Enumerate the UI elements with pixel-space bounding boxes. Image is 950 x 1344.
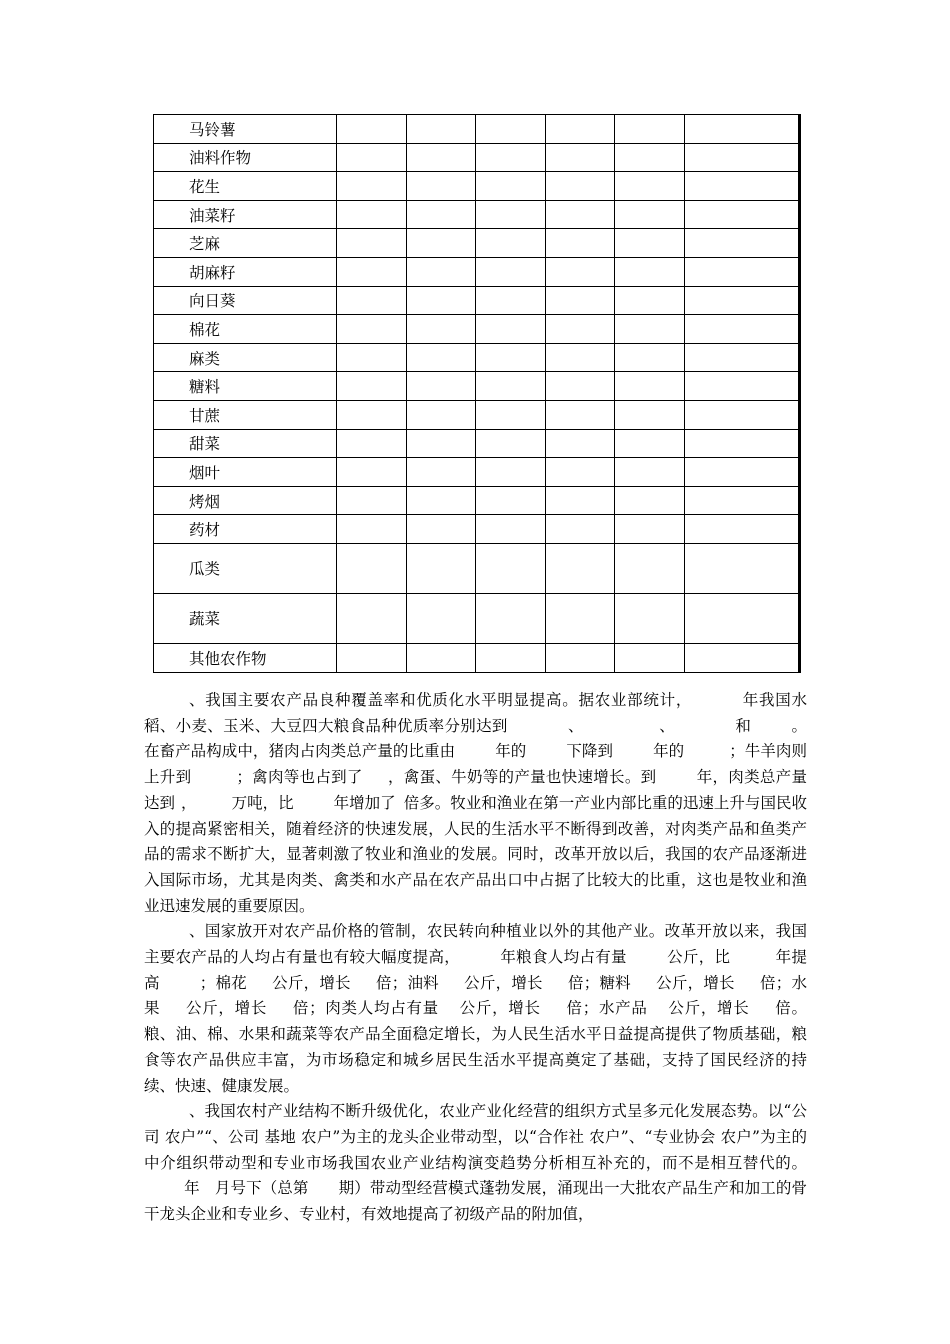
table-row bbox=[154, 286, 800, 315]
empty-cell bbox=[337, 315, 407, 344]
empty-cell bbox=[546, 172, 615, 201]
crop-name-cell: 胡麻籽 bbox=[154, 257, 337, 286]
empty-cell bbox=[546, 372, 615, 401]
table-row bbox=[154, 315, 800, 344]
table-row bbox=[154, 400, 800, 429]
empty-cell bbox=[337, 486, 407, 515]
empty-cell bbox=[615, 257, 685, 286]
empty-cell bbox=[476, 486, 546, 515]
empty-cell bbox=[337, 515, 407, 544]
empty-cell bbox=[615, 486, 685, 515]
empty-cell bbox=[337, 200, 407, 229]
empty-cell bbox=[685, 200, 800, 229]
paragraph-2: 、国家放开对农产品价格的管制，农民转向种植业以外的其他产业。改革开放以来，我国主要农产品的人均占有量也有较大幅度提高， 年粮食人均占有量 公斤，比 年提高 ；棉花 公斤，增长 倍；油料 公斤，增长 倍；糖料 公斤，增长 倍；水果 公斤，增长 倍；肉类人均占有量 公斤，增长 倍；水产品 公斤，增长 倍。粮、油、棉、水果和蔬菜等农产品全面稳定增长，为人民生活水平日益提高提供了物质基础，粮食等农产品供应丰富，为市场稳定和城乡居民生活水平提高奠定了基础，支持了国民经济的持续、快速、健康发展。 bbox=[144, 922, 807, 1095]
empty-cell bbox=[615, 229, 685, 258]
empty-cell bbox=[337, 372, 407, 401]
empty-cell bbox=[407, 486, 476, 515]
crop-name-cell: 药材 bbox=[154, 515, 337, 544]
empty-cell bbox=[615, 172, 685, 201]
empty-cell bbox=[337, 593, 407, 643]
table-row bbox=[154, 257, 800, 286]
empty-cell bbox=[546, 286, 615, 315]
empty-cell bbox=[337, 400, 407, 429]
empty-cell bbox=[546, 643, 615, 672]
empty-cell bbox=[476, 143, 546, 172]
crop-name-cell: 蔬菜 bbox=[154, 593, 337, 643]
empty-cell bbox=[407, 257, 476, 286]
empty-cell bbox=[685, 286, 800, 315]
empty-cell bbox=[615, 143, 685, 172]
empty-cell bbox=[476, 315, 546, 344]
crop-name-cell: 油料作物 bbox=[154, 143, 337, 172]
empty-cell bbox=[337, 286, 407, 315]
empty-cell bbox=[615, 115, 685, 144]
crop-name-cell: 麻类 bbox=[154, 343, 337, 372]
empty-cell bbox=[615, 343, 685, 372]
table-row bbox=[154, 643, 800, 672]
empty-cell bbox=[476, 643, 546, 672]
empty-cell bbox=[546, 515, 615, 544]
empty-cell bbox=[546, 143, 615, 172]
empty-cell bbox=[615, 593, 685, 643]
body-text bbox=[144, 688, 807, 1228]
empty-cell bbox=[685, 458, 800, 487]
empty-cell bbox=[685, 143, 800, 172]
paragraph-1: 、我国主要农产品良种覆盖率和优质化水平明显提高。据农业部统计， 年我国水稻、小麦、玉米、大豆四大粮食品种优质率分别达到 、 、 和 。在畜产品构成中，猪肉占肉类总产量的比重由 年的 下降到 年的 ；牛羊肉则上升到 ；禽肉等也占到了 ，禽蛋、牛奶等的产量也快速增长。到 年，肉类总产量达到 ， 万吨，比 年增加了 倍多。牧业和渔业在第一产业内部比重的迅速上升与国民收入的提高紧密相关，随着经济的快速发展，人民的生活水平不断得到改善，对肉类产品和鱼类产品的需求不断扩大，显著刺激了牧业和渔业的发展。同时，改革开放以后，我国的农产品逐渐进入国际市场，尤其是肉类、禽类和水产品在农产品出口中占据了比较大的比重，这也是牧业和渔业迅速发展的重要原因。 bbox=[144, 691, 807, 915]
crop-name-cell: 甘蔗 bbox=[154, 400, 337, 429]
empty-cell bbox=[685, 429, 800, 458]
empty-cell bbox=[615, 543, 685, 593]
empty-cell bbox=[546, 315, 615, 344]
empty-cell bbox=[685, 257, 800, 286]
crop-name-cell: 芝麻 bbox=[154, 229, 337, 258]
empty-cell bbox=[476, 286, 546, 315]
crop-name-cell: 其他农作物 bbox=[154, 643, 337, 672]
empty-cell bbox=[407, 115, 476, 144]
empty-cell bbox=[546, 257, 615, 286]
empty-cell bbox=[685, 372, 800, 401]
table-row bbox=[154, 343, 800, 372]
empty-cell bbox=[615, 643, 685, 672]
empty-cell bbox=[685, 593, 800, 643]
empty-cell bbox=[407, 643, 476, 672]
empty-cell bbox=[476, 257, 546, 286]
empty-cell bbox=[546, 429, 615, 458]
empty-cell bbox=[615, 200, 685, 229]
empty-cell bbox=[476, 343, 546, 372]
empty-cell bbox=[407, 515, 476, 544]
table-row bbox=[154, 143, 800, 172]
empty-cell bbox=[546, 593, 615, 643]
crop-name-cell: 甜菜 bbox=[154, 429, 337, 458]
empty-cell bbox=[546, 400, 615, 429]
empty-cell bbox=[337, 543, 407, 593]
empty-cell bbox=[476, 115, 546, 144]
empty-cell bbox=[615, 315, 685, 344]
empty-cell bbox=[476, 458, 546, 487]
paragraph-3: 、我国农村产业结构不断升级优化，农业产业化经营的组织方式呈多元化发展态势。以“公司 农户”“、公司 基地 农户”为主的龙头企业带动型，以“合作社 农户”、“专业协会 农户”为主的中介组织带动型和专业市场我国农业产业结构演变趋势分析相互补充的，而不是相互替代的。年 月号下（总第 期）带动型经营模式蓬勃发展，涌现出一大批农产品生产和加工的骨干龙头企业和专业乡、专业村，有效地提高了初级产品的附加值， bbox=[144, 1102, 807, 1224]
empty-cell bbox=[476, 429, 546, 458]
empty-cell bbox=[476, 593, 546, 643]
table-row bbox=[154, 593, 800, 643]
empty-cell bbox=[407, 343, 476, 372]
crop-name-cell: 烤烟 bbox=[154, 486, 337, 515]
empty-cell bbox=[546, 343, 615, 372]
empty-cell bbox=[337, 257, 407, 286]
empty-cell bbox=[337, 343, 407, 372]
empty-cell bbox=[407, 315, 476, 344]
crop-data-table bbox=[153, 114, 801, 673]
empty-cell bbox=[685, 229, 800, 258]
empty-cell bbox=[546, 458, 615, 487]
empty-cell bbox=[685, 315, 800, 344]
table-row bbox=[154, 429, 800, 458]
empty-cell bbox=[546, 486, 615, 515]
empty-cell bbox=[337, 172, 407, 201]
empty-cell bbox=[476, 543, 546, 593]
empty-cell bbox=[476, 172, 546, 201]
crop-name-cell: 向日葵 bbox=[154, 286, 337, 315]
empty-cell bbox=[685, 172, 800, 201]
empty-cell bbox=[407, 286, 476, 315]
empty-cell bbox=[407, 172, 476, 201]
empty-cell bbox=[337, 643, 407, 672]
empty-cell bbox=[407, 543, 476, 593]
empty-cell bbox=[615, 515, 685, 544]
empty-cell bbox=[546, 200, 615, 229]
empty-cell bbox=[546, 229, 615, 258]
empty-cell bbox=[476, 515, 546, 544]
empty-cell bbox=[546, 543, 615, 593]
crop-name-cell: 马铃薯 bbox=[154, 115, 337, 144]
empty-cell bbox=[615, 458, 685, 487]
table-row bbox=[154, 515, 800, 544]
crop-name-cell: 油菜籽 bbox=[154, 200, 337, 229]
empty-cell bbox=[407, 429, 476, 458]
table-row bbox=[154, 372, 800, 401]
empty-cell bbox=[685, 515, 800, 544]
table-row bbox=[154, 486, 800, 515]
table-row bbox=[154, 543, 800, 593]
empty-cell bbox=[615, 286, 685, 315]
empty-cell bbox=[615, 429, 685, 458]
empty-cell bbox=[546, 115, 615, 144]
crop-name-cell: 糖料 bbox=[154, 372, 337, 401]
empty-cell bbox=[407, 400, 476, 429]
crop-name-cell: 棉花 bbox=[154, 315, 337, 344]
empty-cell bbox=[337, 458, 407, 487]
empty-cell bbox=[407, 200, 476, 229]
empty-cell bbox=[685, 543, 800, 593]
empty-cell bbox=[407, 143, 476, 172]
crop-name-cell: 瓜类 bbox=[154, 543, 337, 593]
empty-cell bbox=[476, 372, 546, 401]
empty-cell bbox=[407, 372, 476, 401]
empty-cell bbox=[615, 400, 685, 429]
empty-cell bbox=[407, 593, 476, 643]
empty-cell bbox=[476, 229, 546, 258]
empty-cell bbox=[337, 115, 407, 144]
empty-cell bbox=[685, 343, 800, 372]
table-row bbox=[154, 200, 800, 229]
empty-cell bbox=[407, 458, 476, 487]
empty-cell bbox=[615, 372, 685, 401]
table-row bbox=[154, 115, 800, 144]
crop-name-cell: 花生 bbox=[154, 172, 337, 201]
table-row bbox=[154, 172, 800, 201]
empty-cell bbox=[337, 229, 407, 258]
crop-name-cell: 烟叶 bbox=[154, 458, 337, 487]
empty-cell bbox=[476, 400, 546, 429]
empty-cell bbox=[685, 115, 800, 144]
table-row bbox=[154, 229, 800, 258]
table-row bbox=[154, 458, 800, 487]
empty-cell bbox=[685, 643, 800, 672]
empty-cell bbox=[685, 486, 800, 515]
empty-cell bbox=[685, 400, 800, 429]
empty-cell bbox=[476, 200, 546, 229]
empty-cell bbox=[337, 143, 407, 172]
empty-cell bbox=[407, 229, 476, 258]
empty-cell bbox=[337, 429, 407, 458]
